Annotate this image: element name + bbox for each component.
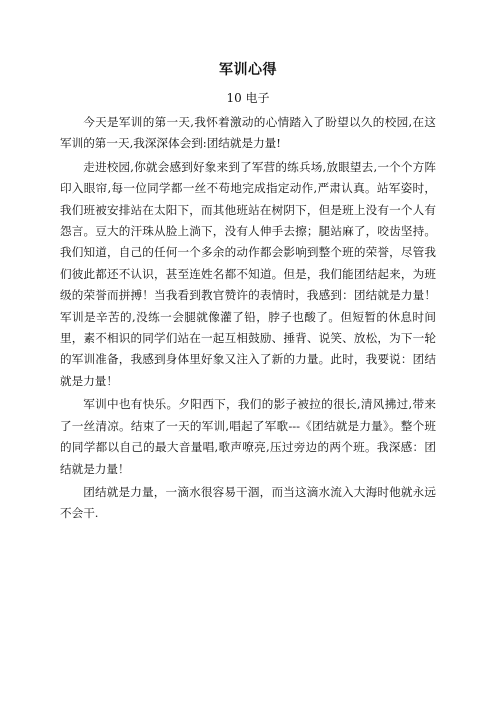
paragraph-1: 今天是军训的第一天,我怀着激动的心情踏入了盼望以久的校园,在这军训的第一天,我深深体会到:团结就是力量! xyxy=(60,115,436,151)
paragraph-2: 走进校园,你就会感到好象来到了军营的练兵场,放眼望去,一个个方阵印入眼帘,每一位同学都一丝不苟地完成指定动作,严肃认真。站军姿时，我们班被安排站在太阳下，而其他班站在树阴下，但是班上没有一个人有怨言。豆大的汗珠从脸上淌下，没有人伸手去擦；腿站麻了，咬齿坚持。我们知道，自己的任何一个多余的动作都会影响到整个班的荣誉，尽管我们彼此都还不认识，甚至连姓名都不知道。但是，我们能团结起来，为班级的荣誉而拼搏！当我看到教官赞许的表情时，我感到：团结就是力量！ 军训是辛苦的,没练一会腿就像灌了铅，脖子也酸了。但短暂的休息时间里，素不相识的同学们站在一起互相鼓励、捶背、说笑、放松，为下一轮的军训准备，我感到身体里好象又注入了新的力量。此时，我要说：团结就是力量！ xyxy=(60,159,460,388)
paragraph-4: 团结就是力量，一滴水很容易干涸，而当这滴水流入大海时他就永远不会干. xyxy=(60,484,436,521)
document-page xyxy=(60,60,460,527)
document-title: 军训心得 xyxy=(219,62,277,78)
document-byline: 10 电子 xyxy=(226,91,270,105)
paragraph-3: 军训中也有快乐。夕阳西下，我们的影子被拉的很长,清风拂过,带来了一丝清凉。结束了一天的军训,唱起了军歌---《团结就是力量》。整个班的同学都以自己的最大音量唱,歌声嘹亮,压过旁边的两个班。我深感：团结就是力量！ xyxy=(60,397,436,476)
